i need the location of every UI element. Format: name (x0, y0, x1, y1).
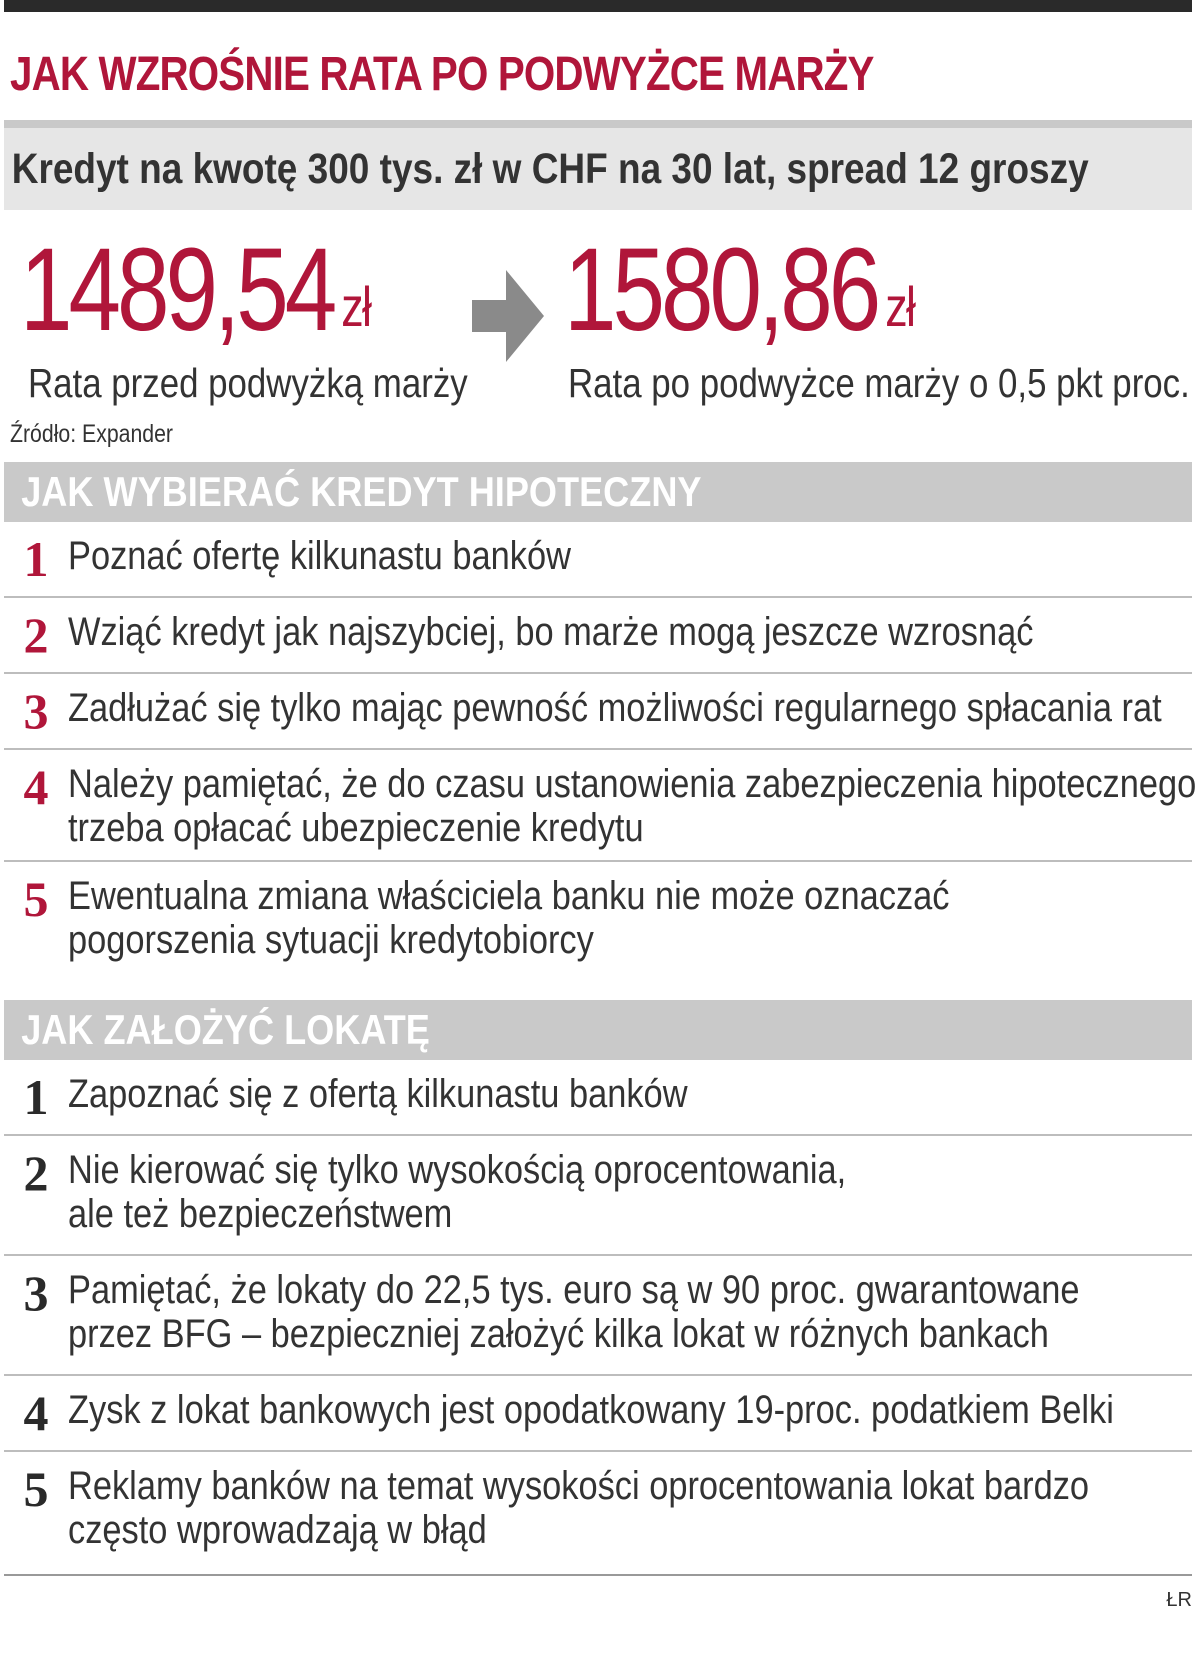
item-text-line: Reklamy banków na temat wysokości oprocentowania lokat bardzo (68, 1464, 1090, 1508)
item-text (68, 1256, 1080, 1356)
mortgage-heading-text: JAK WYBIERAĆ KREDYT HIPOTECZNY (21, 468, 702, 515)
infographic (4, 0, 1197, 1611)
item-text-line: Zadłużać się tylko mając pewność możliwości regularnego spłacania rat (68, 686, 1162, 730)
item-text-line: Zapoznać się z ofertą kilkunastu banków (68, 1072, 688, 1116)
item-number: 3 (23, 683, 49, 739)
item-text-line: przez BFG – bezpieczniej założyć kilka lokat w różnych bankach (68, 1312, 1049, 1356)
source-note: Źródło: Expander (10, 420, 174, 448)
list-item (4, 1256, 1192, 1376)
item-number: 2 (23, 1145, 49, 1201)
section-gap (4, 980, 1192, 1000)
rate-after-currency: zł (885, 275, 915, 338)
item-text-line: Pamiętać, że lokaty do 22,5 tys. euro są w 90 proc. gwarantowane (68, 1268, 1080, 1312)
rate-before-label: Rata przed podwyżką marży (28, 360, 468, 406)
top-rule (4, 0, 1192, 12)
item-number: 1 (23, 531, 49, 587)
item-text (68, 1136, 1035, 1236)
mortgage-section-heading (4, 462, 1192, 522)
rate-before-amount (20, 224, 371, 367)
list-item (4, 1452, 1192, 1574)
item-text-line: Zysk z lokat bankowych jest opodatkowany 19-proc. podatkiem Belki (68, 1388, 1114, 1432)
list-item (4, 522, 1192, 598)
item-text-line: pogorszenia sytuacji kredytobiorcy (68, 918, 594, 962)
subtitle: Kredyt na kwotę 300 tys. zł w CHF na 30 lat, spread 12 groszy (11, 144, 1089, 193)
item-number: 4 (23, 759, 49, 815)
item-text (68, 750, 1196, 850)
mortgage-tips-list (4, 522, 1197, 980)
item-text-line: trzeba opłacać ubezpieczenie kredytu (68, 806, 644, 850)
deposit-section-heading (4, 1000, 1192, 1060)
item-text (68, 522, 1035, 578)
rate-before-value: 1489,54 (20, 224, 334, 356)
item-number: 2 (23, 607, 49, 663)
item-text (68, 1376, 1114, 1432)
bottom-rule (4, 1574, 1192, 1611)
item-text (68, 598, 1035, 654)
right-arrow-icon (472, 270, 544, 362)
rate-after-label: Rata po podwyżce marży o 0,5 pkt proc. (568, 360, 1190, 406)
rates-panel (4, 210, 1192, 462)
item-text-line: ale też bezpieczeństwem (68, 1192, 453, 1236)
list-item (4, 1060, 1192, 1136)
item-text (68, 862, 1035, 962)
item-text (68, 674, 1162, 730)
item-text-line: Wziąć kredyt jak najszybciej, bo marże mogą jeszcze wzrosnąć (68, 610, 1034, 654)
list-item (4, 598, 1192, 674)
item-number: 3 (23, 1265, 49, 1321)
item-number: 4 (23, 1385, 49, 1441)
list-item (4, 1376, 1192, 1452)
list-item (4, 674, 1192, 750)
rate-after-amount (564, 224, 915, 367)
item-number: 5 (23, 1461, 49, 1517)
rate-before-currency: zł (341, 275, 371, 338)
subtitle-band (4, 120, 1192, 210)
item-number: 5 (23, 871, 49, 927)
item-text-line: Poznać ofertę kilkunastu banków (68, 534, 571, 578)
item-number: 1 (23, 1069, 49, 1125)
list-item (4, 750, 1197, 862)
item-text-line: Nie kierować się tylko wysokością oprocentowania, (68, 1148, 847, 1192)
item-text-line: Należy pamiętać, że do czasu ustanowienia zabezpieczenia hipotecznego (68, 762, 1197, 806)
item-text (68, 1060, 1035, 1116)
item-text (68, 1452, 1089, 1552)
item-text-line: Ewentualna zmiana właściciela banku nie może oznaczać (68, 874, 950, 918)
deposit-tips-list (4, 1060, 1192, 1574)
item-text-line: często wprowadzają w błąd (68, 1508, 487, 1552)
list-item (4, 1136, 1192, 1256)
deposit-heading-text: JAK ZAŁOŻYĆ LOKATĘ (21, 1006, 430, 1053)
author-initials: ŁR (1166, 1589, 1192, 1611)
list-item (4, 862, 1192, 980)
main-title: JAK WZROŚNIE RATA PO PODWYŻCE MARŻY (10, 48, 874, 101)
rate-after-value: 1580,86 (564, 224, 878, 356)
